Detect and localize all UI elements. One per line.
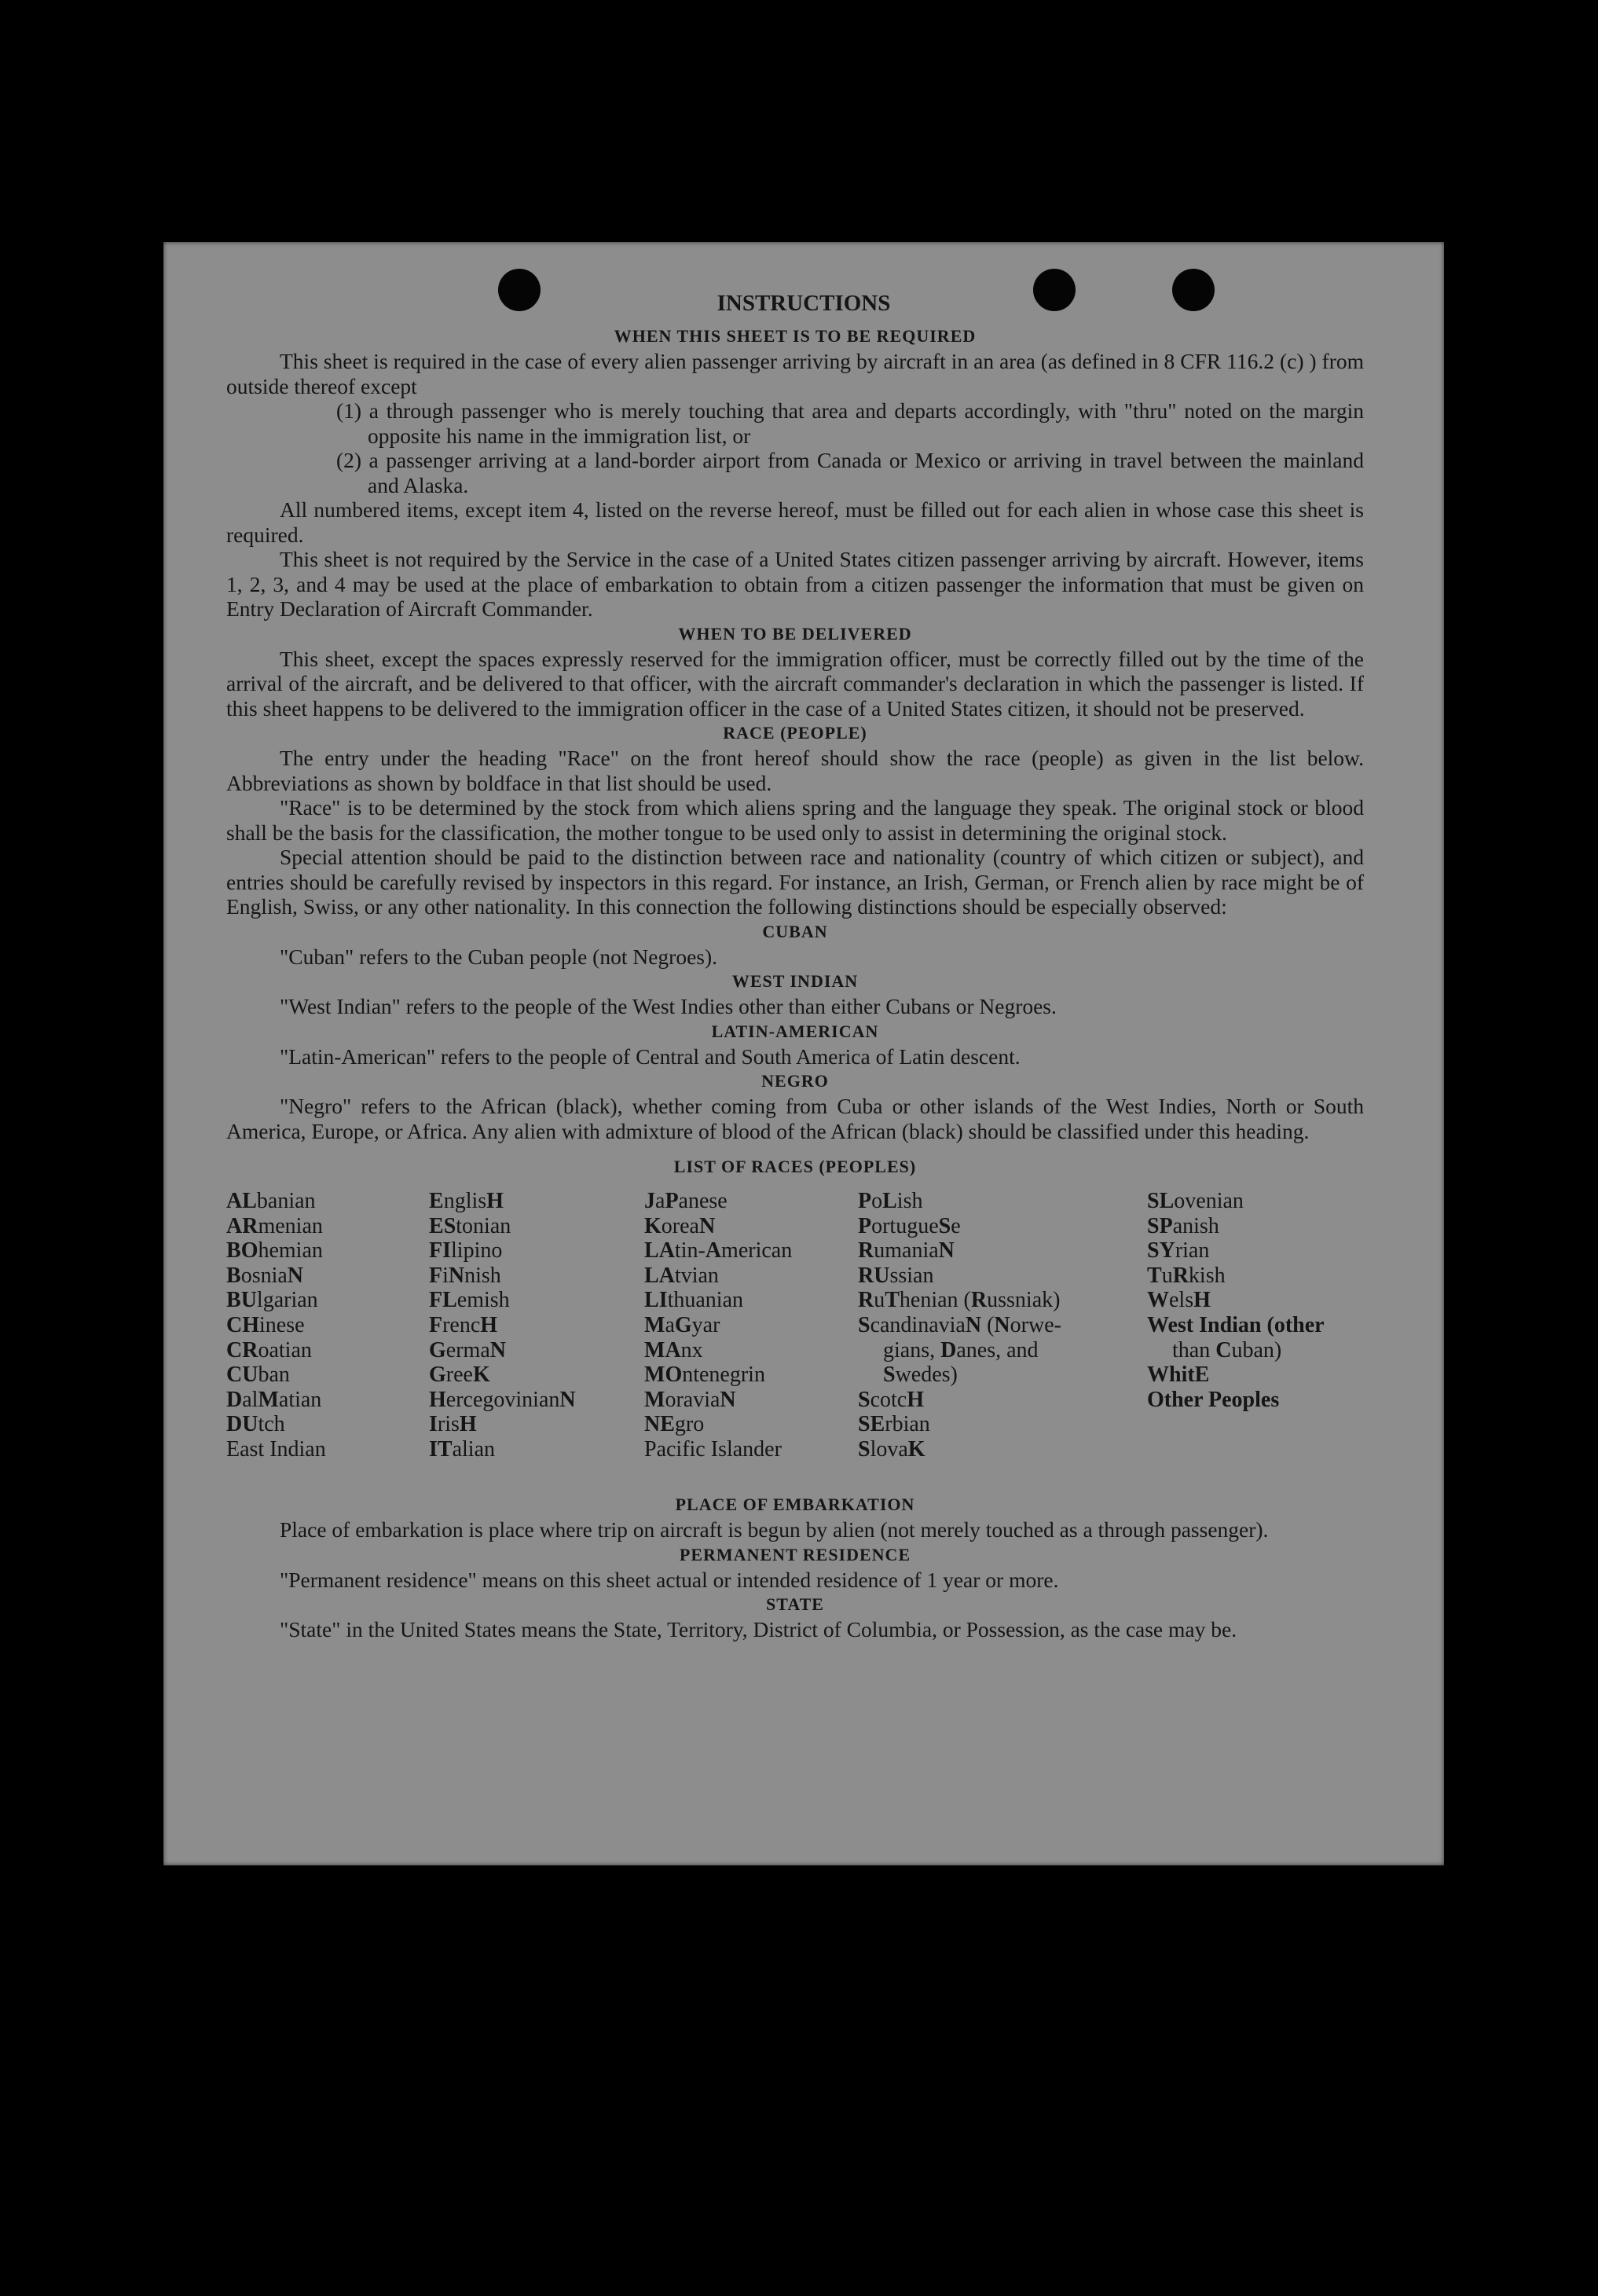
section-heading: CUBAN [762, 921, 828, 941]
race-item: TuRkish [1147, 1263, 1226, 1288]
section-heading: STATE [766, 1594, 824, 1614]
race-item: HercegovinianN [429, 1387, 576, 1412]
race-item: CHinese [226, 1312, 305, 1337]
race-item: East Indian [226, 1436, 326, 1462]
race-item: DUtch [226, 1412, 285, 1437]
race-item: than Cuban) [1172, 1337, 1282, 1363]
race-item: BosniaN [226, 1263, 304, 1288]
paragraph: "Latin-American" refers to the people of Central and South America of Latin descent. [280, 1043, 1021, 1069]
section-heading: LATIN-AMERICAN [711, 1021, 879, 1041]
race-item: RUssian [858, 1263, 934, 1288]
instruction-sheet [163, 242, 1444, 1865]
race-item: FrencH [429, 1312, 498, 1337]
race-item: WelsH [1147, 1288, 1211, 1313]
race-list [226, 1189, 1364, 1492]
race-column [226, 1189, 326, 1462]
race-item: RuThenian (Russniak) [858, 1288, 1061, 1313]
paragraph: This sheet is required in the case of every alien passenger arriving by aircraft in an area (as defined in 8 CFR 116.2 (c) ) from outside thereof except [226, 349, 1364, 398]
section-heading: WHEN TO BE DELIVERED [678, 623, 912, 644]
section-heading: NEGRO [761, 1071, 829, 1091]
race-item: MoraviaN [644, 1387, 736, 1412]
race-column [429, 1189, 576, 1462]
race-item: RumaniaN [858, 1238, 955, 1264]
section-heading: WHEN THIS SHEET IS TO BE REQUIRED [614, 326, 977, 346]
race-item: GreeK [429, 1363, 490, 1388]
page-title: INSTRUCTIONS [717, 291, 891, 316]
race-item: SLovenian [1147, 1189, 1244, 1213]
section-heading: RACE (PEOPLE) [723, 723, 867, 743]
race-item: SPanish [1147, 1213, 1219, 1238]
race-item: EnglisH [429, 1189, 504, 1213]
paragraph: "Race" is to be determined by the stock from which aliens spring and the language they speak. The original stock or blood shall be the basis for the classification, the mother tongue to be used only to assist in determining the original stock. [226, 795, 1364, 845]
race-item: SYrian [1147, 1238, 1210, 1264]
race-item: LAtvian [644, 1263, 719, 1288]
race-column [1147, 1189, 1325, 1412]
race-item: Swedes) [883, 1363, 958, 1388]
race-item: MOntenegrin [644, 1363, 765, 1388]
race-item: MaGyar [644, 1312, 720, 1337]
race-item: PortugueSe [858, 1213, 961, 1238]
race-item: NEgro [644, 1412, 705, 1437]
race-item: KoreaN [644, 1213, 716, 1238]
race-item: ALbanian [226, 1189, 316, 1213]
race-item: West Indian (other [1147, 1312, 1325, 1337]
paragraph: This sheet is not required by the Service in the case of a United States citizen passenger arriving by aircraft. However, items 1, 2, 3, and 4 may be used at the place of embarkation to obtain from a citizen passenger the information that must be given on Entry Declaration of Aircraft Commander. [226, 547, 1364, 621]
race-item: ARmenian [226, 1213, 323, 1238]
exception-item: (2) a passenger arriving at a land-border airport from Canada or Mexico or arriving in travel between the mainland and Alaska. [336, 448, 1364, 497]
paragraph: "Permanent residence" means on this sheet actual or intended residence of 1 year or more. [280, 1567, 1059, 1592]
exception-item: (1) a through passenger who is merely touching that area and departs accordingly, with "thru" noted on the margin opposite his name in the immigration list, or [336, 398, 1364, 448]
race-item: MAnx [644, 1337, 703, 1363]
race-item: FiNnish [429, 1263, 501, 1288]
paragraph: "Cuban" refers to the Cuban people (not Negroes). [280, 944, 718, 969]
race-item: ScandinaviaN (Norwe- [858, 1312, 1061, 1337]
paragraph: All numbered items, except item 4, listed on the reverse hereof, must be filled out for each alien in whose case this sheet is required. [226, 497, 1364, 547]
race-item: LIthuanian [644, 1288, 744, 1313]
race-item: BOhemian [226, 1238, 323, 1264]
race-item: CUban [226, 1363, 290, 1388]
race-column [858, 1189, 1061, 1462]
race-item: SlovaK [858, 1436, 925, 1462]
race-item: SErbian [858, 1412, 930, 1437]
race-item: gians, Danes, and [883, 1337, 1039, 1363]
race-item: FLemish [429, 1288, 510, 1313]
section-heading: WEST INDIAN [731, 971, 859, 991]
race-item: LAtin-American [644, 1238, 793, 1264]
race-item: ScotcH [858, 1387, 924, 1412]
race-item: BUlgarian [226, 1288, 318, 1313]
race-item: Other Peoples [1147, 1387, 1280, 1412]
section-heading: LIST OF RACES (PEOPLES) [673, 1157, 917, 1176]
race-item: IrisH [429, 1412, 477, 1437]
race-item: CRoatian [226, 1337, 312, 1363]
paragraph: Special attention should be paid to the distinction between race and nationality (country of which citizen or subject), and entries should be carefully revised by inspectors in this regard. For instance, an Irish, German, or French alien by race might be of English, Swiss, or any other nationality. In this connection the following distinctions should be especially observed: [226, 845, 1364, 919]
race-item: EStonian [429, 1213, 511, 1238]
paragraph: "Negro" refers to the African (black), whether coming from Cuba or other islands of the West Indies, North or South America, Europe, or Africa. Any alien with admixture of blood of the African (black) should be classified under this heading. [226, 1094, 1364, 1143]
section-heading: PLACE OF EMBARKATION [675, 1495, 915, 1514]
section-heading: PERMANENT RESIDENCE [679, 1544, 911, 1564]
race-item: DalMatian [226, 1387, 322, 1412]
race-column [644, 1189, 792, 1462]
paragraph: Place of embarkation is place where trip on aircraft is begun by alien (not merely touched as a through passenger). [280, 1517, 1269, 1542]
instructions-body [226, 324, 1364, 1642]
paragraph: The entry under the heading "Race" on the front hereof should show the race (people) as given in the list below. Abbreviations as shown by boldface in that list should be used. [226, 746, 1364, 795]
paragraph: This sheet, except the spaces expressly reserved for the immigration officer, must be correctly filled out by the time of the arrival of the aircraft, and be delivered to that officer, with the aircraft commander's declaration in which the passenger is listed. If this sheet happens to be delivered to the immigration officer in the case of a United States citizen, it should not be preserved. [226, 646, 1364, 721]
race-item: WhitE [1147, 1363, 1210, 1388]
race-item: GermaN [429, 1337, 506, 1363]
paragraph: "State" in the United States means the State, Territory, District of Columbia, or Possession, as the case may be. [280, 1617, 1237, 1641]
race-item: ITalian [429, 1436, 496, 1462]
paragraph: "West Indian" refers to the people of the West Indies other than either Cubans or Negroes. [280, 994, 1057, 1018]
race-item: FIlipino [429, 1238, 503, 1264]
race-item: Pacific Islander [644, 1436, 782, 1462]
race-item: PoLish [858, 1189, 923, 1213]
race-item: JaPanese [644, 1189, 728, 1213]
